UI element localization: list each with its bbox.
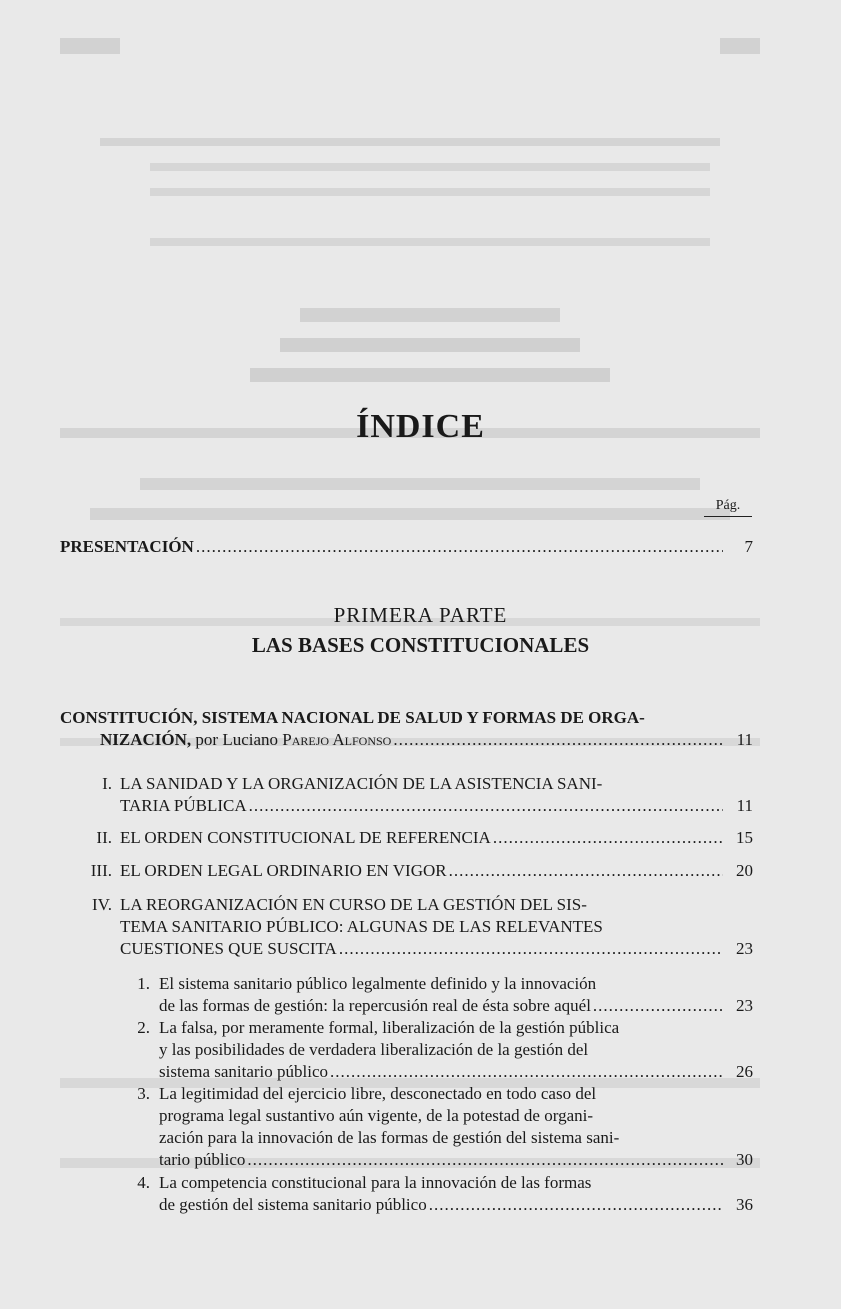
section-title-line: TARIA PÚBLICA (120, 796, 247, 815)
subsection-title-line: de las formas de gestión: la repercusión real de ésta sobre aquél (159, 996, 591, 1015)
toc-subsection-entry (128, 1083, 753, 1171)
section-title-line: EL ORDEN CONSTITUCIONAL DE REFERENCIA (120, 828, 491, 847)
toc-subsection-entry (128, 973, 753, 1017)
part-heading: PRIMERA PARTE (333, 603, 508, 627)
section-title-line: TEMA SANITARIO PÚBLICO: ALGUNAS DE LAS RELEVANTES (120, 917, 603, 936)
subsection-title-line: programa legal sustantivo aún vigente, de la potestad de organi- (159, 1106, 593, 1125)
subsection-title-line: sistema sanitario público (159, 1062, 329, 1081)
section-number: III. (90, 861, 112, 880)
toc-entry-page: 11 (736, 730, 753, 749)
toc-entry-label: PRESENTACIÓN (60, 537, 194, 556)
subsection-title-line: La legitimidad del ejercicio libre, desconectado en todo caso del (159, 1084, 597, 1103)
chapter-author: Parejo Alfonso (282, 730, 392, 749)
subsection-number: 1. (137, 974, 150, 993)
subsection-title-line: El sistema sanitario público legalmente definido y la innovación (159, 974, 597, 993)
toc-entry-page: 36 (736, 1195, 753, 1214)
toc-entry-page: 23 (736, 939, 753, 958)
section-number: II. (96, 828, 112, 847)
toc-entry-page: 11 (736, 796, 753, 815)
subsection-title-line: de gestión del sistema sanitario público (159, 1195, 427, 1214)
toc-section-entry (80, 860, 753, 882)
chapter-title-line: CONSTITUCIÓN, SISTEMA NACIONAL DE SALUD Y FORMAS DE ORGA- (60, 708, 645, 727)
toc-entry-page: 15 (736, 828, 753, 847)
subsection-number: 2. (137, 1018, 150, 1037)
section-title-line: LA REORGANIZACIÓN EN CURSO DE LA GESTIÓN DEL SIS- (120, 895, 587, 914)
chapter-title-line: NIZACIÓN, (100, 730, 192, 749)
subsection-title-line: y las posibilidades de verdadera liberalización de la gestión del (159, 1040, 589, 1059)
section-title-line: EL ORDEN LEGAL ORDINARIO EN VIGOR (120, 861, 447, 880)
toc-entry-page: 26 (736, 1062, 753, 1081)
part-subtitle: LAS BASES CONSTITUCIONALES (251, 633, 590, 657)
section-number: I. (102, 774, 112, 793)
toc-section-entry (80, 894, 753, 960)
toc-entry-presentacion (60, 536, 753, 558)
page-title: ÍNDICE (356, 408, 485, 445)
subsection-number: 3. (137, 1084, 150, 1103)
section-title-line: CUESTIONES QUE SUSCITA (120, 939, 337, 958)
subsection-number: 4. (137, 1173, 150, 1192)
chapter-author-prefix: por Luciano (191, 730, 283, 749)
subsection-title-line: zación para la innovación de las formas de gestión del sistema sani- (159, 1128, 620, 1147)
toc-subsection-entry (128, 1172, 753, 1216)
toc-entry-page: 7 (744, 537, 753, 556)
toc-chapter-entry (60, 707, 753, 751)
section-title-line: LA SANIDAD Y LA ORGANIZACIÓN DE LA ASISTENCIA SANI- (120, 774, 603, 793)
toc-section-entry (80, 773, 753, 817)
page-column-label: Pág. (704, 498, 752, 517)
subsection-title-line: tario público (159, 1150, 246, 1169)
toc-entry-page: 23 (736, 996, 753, 1015)
toc-entry-page: 20 (736, 861, 753, 880)
subsection-title-line: La competencia constitucional para la innovación de las formas (159, 1173, 592, 1192)
section-number: IV. (92, 895, 112, 914)
toc-subsection-entry (128, 1017, 753, 1083)
toc-section-entry (80, 827, 753, 849)
subsection-title-line: La falsa, por meramente formal, liberalización de la gestión pública (159, 1018, 620, 1037)
toc-entry-page: 30 (736, 1150, 753, 1169)
